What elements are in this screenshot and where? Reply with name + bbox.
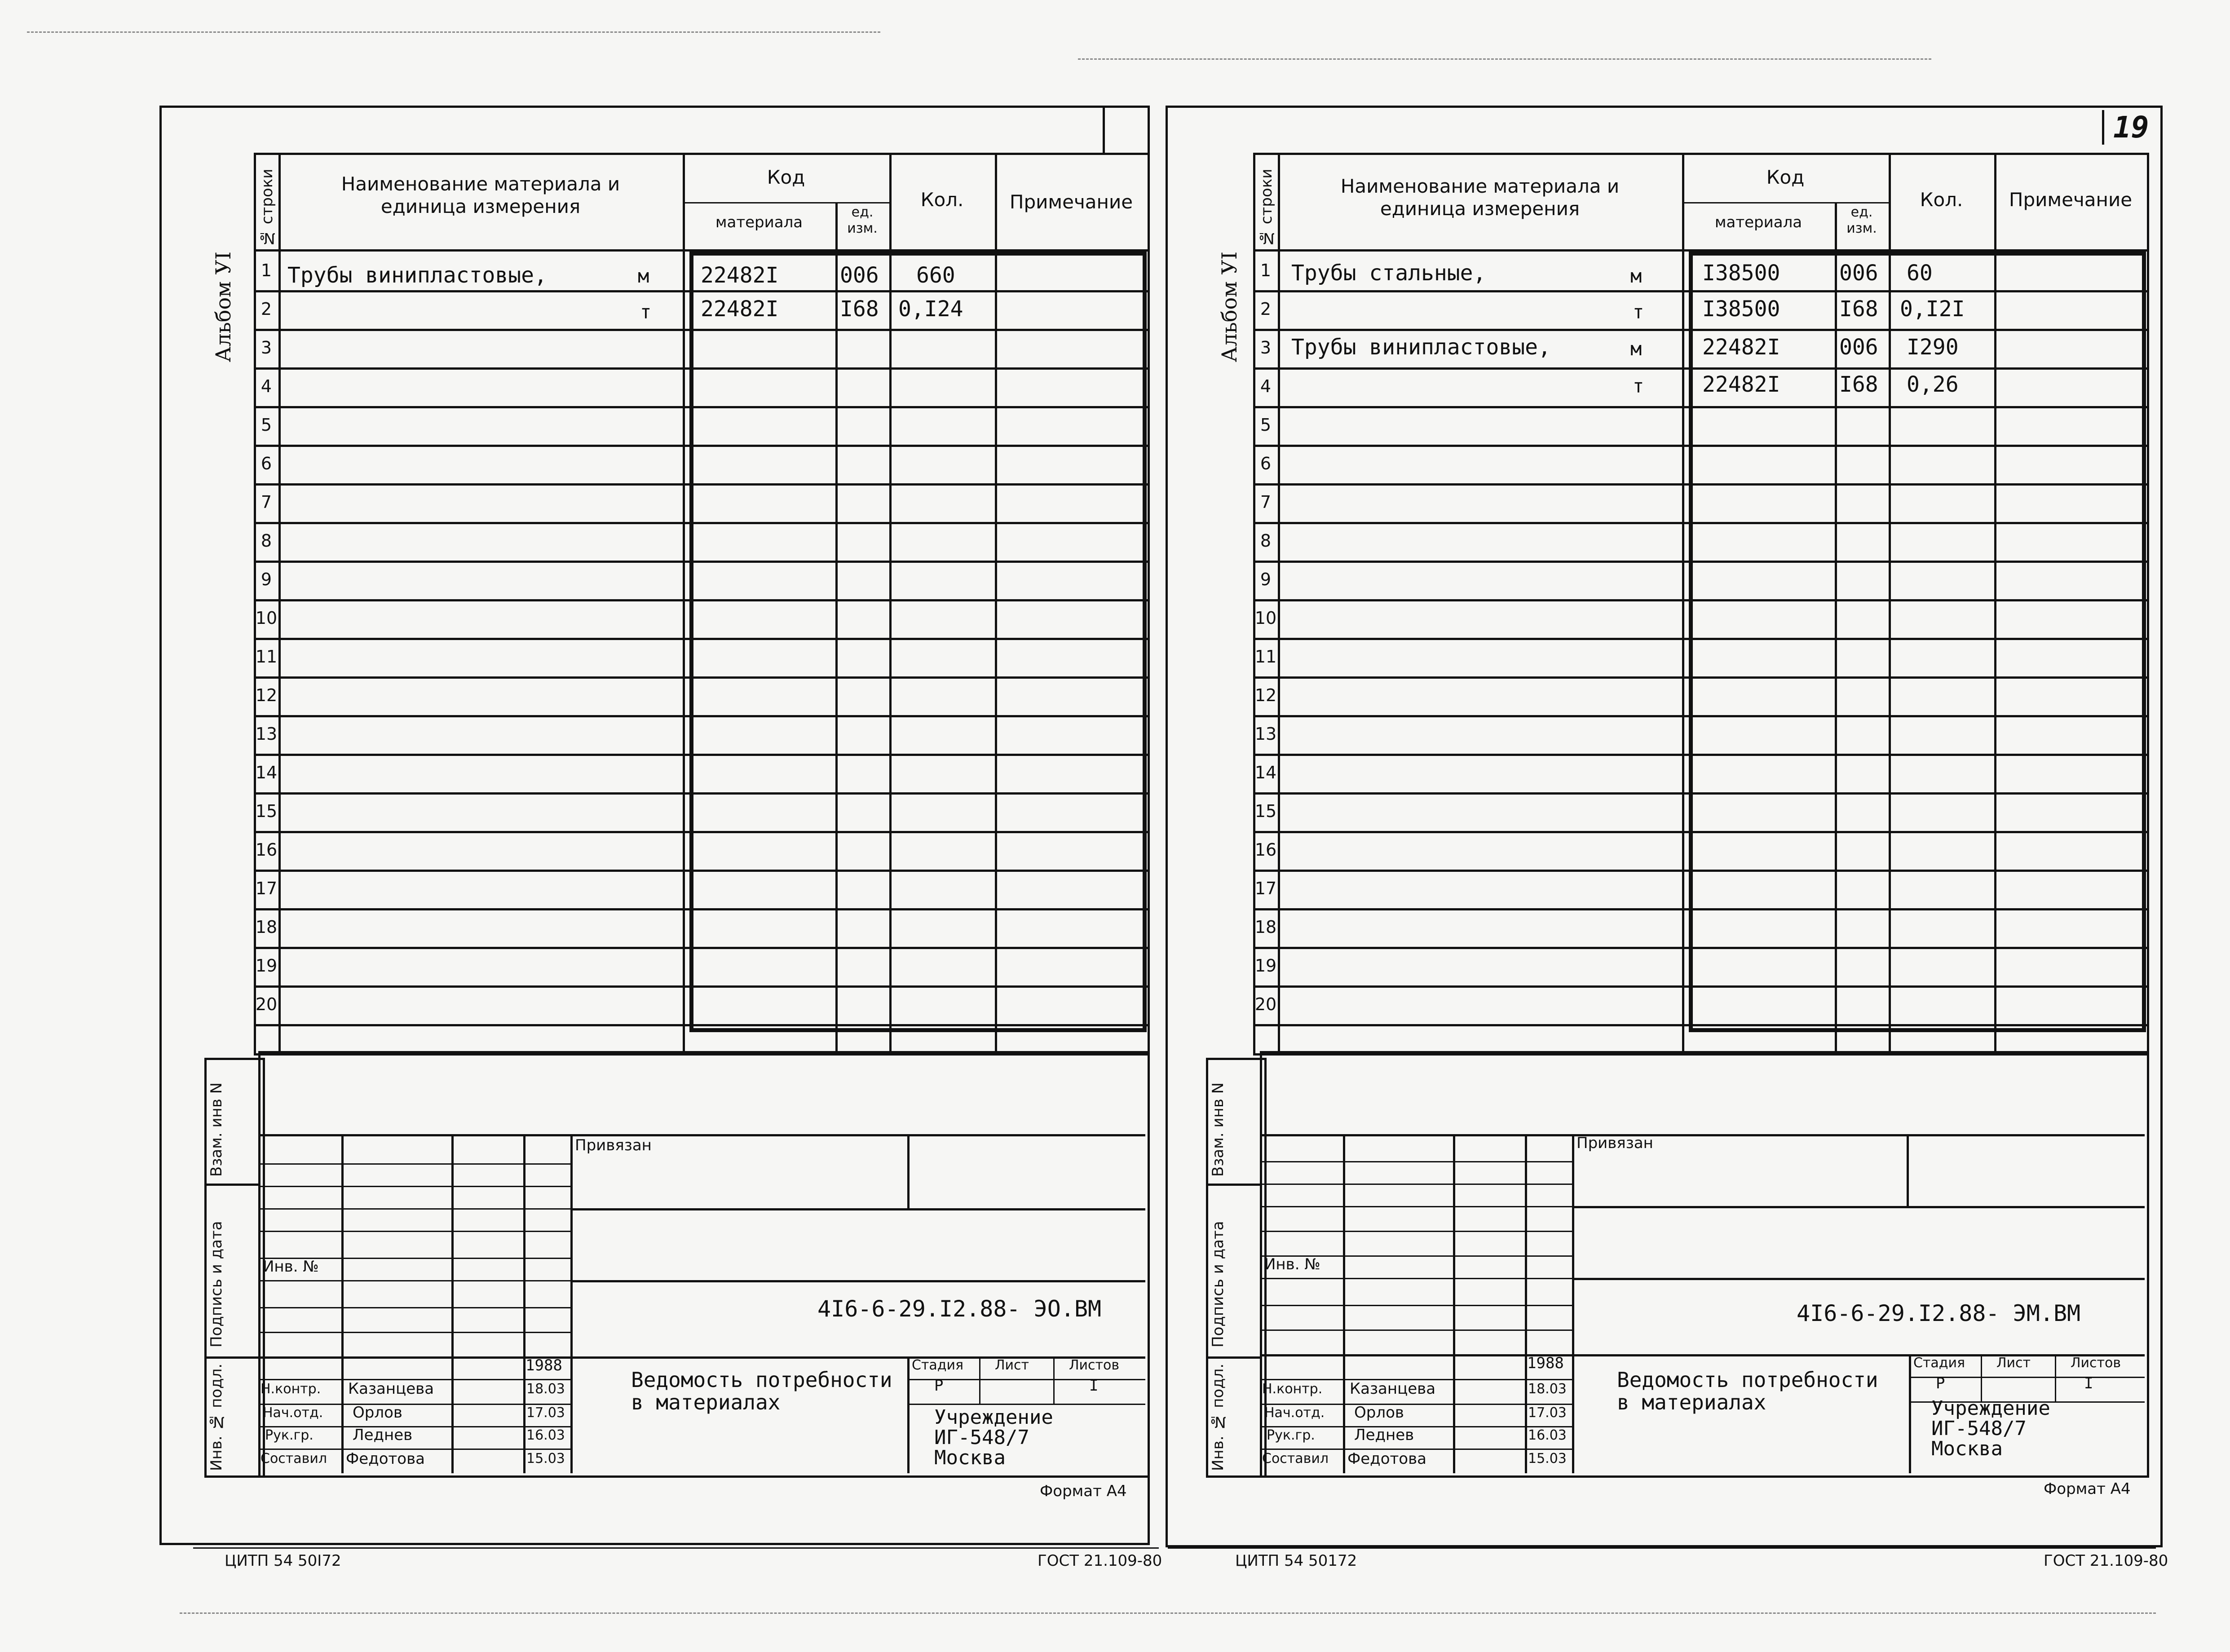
format-label: Формат А4 [1040, 1482, 1127, 1500]
format-label: Формат А4 [2044, 1480, 2131, 1498]
row-number: 11 [255, 647, 278, 667]
sheet-label: Лист [1996, 1355, 2031, 1371]
footer-left: ЦИТП 54 50172 [1235, 1552, 1357, 1570]
row-number: 14 [255, 763, 278, 782]
row-number: 20 [255, 994, 278, 1014]
stamp-name-2: Орлов [353, 1404, 402, 1422]
row-number: 10 [255, 608, 278, 628]
stamp-date-2: 17.03 [526, 1405, 565, 1421]
side-rule [1206, 1184, 1262, 1186]
stamp-col [1525, 1134, 1527, 1473]
row-rule [1253, 676, 2147, 679]
row1-unit-code: 006 [840, 263, 879, 288]
col-divider [683, 153, 685, 1051]
stamp-name-1: Казанцева [1350, 1380, 1436, 1398]
row3-code: 22482I [1702, 335, 1780, 360]
stamp-col [570, 1134, 573, 1473]
album-label: Альбом УI [1217, 252, 1241, 362]
row1-qty: 60 [1907, 261, 1933, 286]
row-number: 6 [1260, 454, 1272, 473]
row-number: 4 [1260, 376, 1272, 396]
col-divider [1278, 153, 1280, 1051]
row-rule [254, 561, 1148, 563]
stamp-col [523, 1134, 525, 1473]
row-rule [1253, 1024, 2147, 1026]
row-number: 3 [261, 338, 272, 358]
row-rule [254, 483, 1148, 486]
stamp-rule [258, 1134, 1145, 1136]
col-note-header: Примечание [2009, 189, 2133, 211]
col-rownum-header: № строки [1258, 168, 1276, 247]
side-podpis-label: Подпись и дата [1209, 1221, 1227, 1347]
stage-value: Р [934, 1377, 944, 1395]
stamp-col [907, 1356, 910, 1473]
row-rule [1253, 483, 2147, 486]
row-number: 5 [261, 415, 272, 435]
stamp-col [2055, 1354, 2056, 1401]
row-number: 19 [255, 956, 278, 976]
row-rule [254, 290, 1148, 292]
side-inv-podl-label: Инв. № подл. [1209, 1363, 1227, 1471]
org-line1: Учреждение [1931, 1397, 2050, 1420]
row2-qty: 0,I2I [1900, 296, 1965, 322]
row-rule [254, 367, 1148, 370]
stamp-name-3: Леднев [1354, 1426, 1414, 1444]
stamp-date-4: 15.03 [1528, 1451, 1567, 1466]
stamp-date-2: 17.03 [1528, 1405, 1567, 1421]
row-rule [254, 908, 1148, 910]
stamp-col [1907, 1134, 1909, 1206]
row-rule [1253, 599, 2147, 601]
stamp-name-2: Орлов [1354, 1404, 1404, 1422]
row-number: 1 [261, 261, 272, 280]
row-number: 7 [261, 492, 272, 512]
row-rule [254, 676, 1148, 679]
stamp-year: 1988 [1527, 1354, 1564, 1372]
stamp-rule [570, 1280, 1145, 1282]
row-number: 18 [1254, 917, 1277, 937]
doc-code: 4I6-6-29.I2.88- ЭМ.ВМ [1797, 1300, 2081, 1326]
row-rule [1253, 715, 2147, 717]
footer-left: ЦИТП 54 50I72 [225, 1552, 341, 1570]
side-rule [1206, 1356, 1262, 1359]
row-number: 13 [1254, 724, 1277, 744]
row3-unit: м [1630, 338, 1642, 360]
row-rule [1253, 406, 2147, 408]
row4-qty: 0,26 [1907, 372, 1959, 397]
row-number: 19 [1254, 956, 1277, 976]
stamp-title-line2: в материалах [1617, 1390, 1766, 1414]
sheets-value: I [1089, 1377, 1099, 1395]
row-number: 9 [261, 570, 272, 589]
col-rownum-header: № строки [258, 168, 276, 247]
row-number: 11 [1254, 647, 1277, 667]
col-code-unit-header: ед. изм. [847, 204, 878, 236]
stamp-role-1: Н.контр. [261, 1381, 321, 1397]
row2-qty: 0,I24 [898, 296, 963, 322]
stamp-name-4: Федотова [346, 1450, 425, 1468]
org-line3: Москва [934, 1446, 1006, 1469]
row-number: 7 [1260, 492, 1272, 512]
footer-right: ГОСТ 21.109-80 [2044, 1552, 2168, 1570]
stamp-name-1: Казанцева [348, 1380, 434, 1398]
row-number: 2 [1260, 299, 1272, 319]
privyazan-label: Привязан [575, 1136, 652, 1154]
sheet-label: Лист [995, 1357, 1029, 1373]
stage-label: Стадия [1913, 1355, 1965, 1371]
col-name-header: Наименование материала и единица измерения [1340, 175, 1620, 220]
row3-qty: I290 [1907, 335, 1959, 360]
page-mark: 19 [2102, 110, 2149, 145]
stamp-date-4: 15.03 [526, 1451, 565, 1466]
row-rule [254, 947, 1148, 949]
org-line3: Москва [1931, 1437, 2003, 1460]
stamp-col [341, 1134, 344, 1473]
row1-unit-code: 006 [1839, 261, 1878, 286]
stage-value: Р [1936, 1374, 1945, 1392]
stamp-role-4: Составил [1262, 1451, 1329, 1466]
side-vzam-label: Взам. инв N [1209, 1082, 1227, 1177]
col-name-header: Наименование материала и единица измерения [341, 173, 620, 217]
row-number: 17 [1254, 879, 1277, 898]
row2-unit-code: I68 [840, 296, 879, 322]
row1-code: 22482I [701, 263, 779, 288]
side-rule [204, 1184, 261, 1186]
col-code-header: Код [767, 166, 805, 188]
row-rule [1253, 908, 2147, 910]
row-number: 12 [255, 685, 278, 705]
row4-code: 22482I [1702, 372, 1780, 397]
row-rule [254, 792, 1148, 795]
row-number: 13 [255, 724, 278, 744]
code-subheader-rule [683, 202, 889, 203]
inv-no-label: Инв. № [1264, 1255, 1320, 1273]
row-rule [254, 985, 1148, 988]
row-number: 20 [1254, 994, 1277, 1014]
stamp-rule [1260, 1134, 2145, 1136]
row1-name: Трубы винипластовые, [287, 263, 547, 288]
org-line2: ИГ-548/7 [1931, 1417, 2027, 1440]
row-rule [1253, 870, 2147, 872]
sheets-label: Листов [2071, 1355, 2121, 1371]
stamp-name-4: Федотова [1347, 1450, 1426, 1468]
stamp-title-line1: Ведомость потребности [631, 1368, 892, 1392]
col-qty-header: Кол. [1920, 189, 1963, 211]
row-rule [1253, 367, 2147, 370]
row-rule [254, 329, 1148, 331]
col-divider [1682, 153, 1684, 1051]
stamp-col [907, 1134, 910, 1208]
stamp-col [1981, 1354, 1982, 1401]
stamp-title-line1: Ведомость потребности [1617, 1368, 1878, 1392]
code-subheader-rule [1682, 202, 1889, 203]
stamp-col [1909, 1354, 1911, 1473]
sheets-label: Листов [1069, 1357, 1120, 1373]
row-rule [1253, 522, 2147, 524]
row-rule [254, 445, 1148, 447]
row-rule [1253, 329, 2147, 331]
row-rule [1253, 445, 2147, 447]
stamp-col [1343, 1134, 1345, 1473]
stamp-col [1053, 1356, 1055, 1404]
row-rule [254, 715, 1148, 717]
stamp-rule [1572, 1206, 2145, 1208]
col-code-unit-header: ед. изм. [1846, 204, 1877, 236]
row-number: 9 [1260, 570, 1272, 589]
row1-unit: м [638, 265, 649, 287]
row-rule [1253, 985, 2147, 988]
stamp-col [451, 1134, 454, 1473]
row2-unit: т [640, 301, 652, 323]
row-number: 14 [1254, 763, 1277, 782]
row3-unit-code: 006 [1839, 335, 1878, 360]
row-rule [1253, 754, 2147, 756]
row2-code: 22482I [701, 296, 779, 322]
row-rule [254, 406, 1148, 408]
col-code-material-header: материала [715, 213, 803, 231]
row2-unit: т [1633, 301, 1644, 323]
row-rule [254, 599, 1148, 601]
stamp-col [1453, 1134, 1455, 1473]
row-rule [1253, 561, 2147, 563]
row2-unit-code: I68 [1839, 296, 1878, 322]
footer-rule [1168, 1547, 2156, 1549]
row1-code: I38500 [1702, 261, 1780, 286]
row-number: 12 [1254, 685, 1277, 705]
col-code-material-header: материала [1714, 213, 1802, 231]
inv-no-label: Инв. № [263, 1258, 319, 1276]
stamp-rule [907, 1404, 1145, 1405]
stamp-rule [570, 1208, 1145, 1210]
row-number: 18 [255, 917, 278, 937]
stamp-year: 1988 [525, 1356, 562, 1374]
stamp-rule [1572, 1278, 2145, 1280]
row-number: 2 [261, 299, 272, 319]
row-number: 6 [261, 454, 272, 473]
col-code-header: Код [1766, 166, 1805, 188]
row2-code: I38500 [1702, 296, 1780, 322]
stage-label: Стадия [912, 1357, 964, 1373]
row-rule [254, 1024, 1148, 1026]
footer-rule [193, 1547, 1159, 1549]
stamp-date-1: 18.03 [526, 1381, 565, 1397]
stamp-role-2: Нач.отд. [263, 1405, 323, 1421]
row-number: 15 [1254, 801, 1277, 821]
stamp-role-4: Составил [261, 1451, 327, 1466]
side-rule [204, 1356, 261, 1359]
col-qty-header: Кол. [920, 189, 964, 211]
col-divider [278, 153, 281, 1051]
footer-right: ГОСТ 21.109-80 [1038, 1552, 1162, 1570]
row-number: 4 [261, 376, 272, 396]
row1-name: Трубы стальные, [1291, 261, 1486, 286]
row-rule [254, 831, 1148, 833]
row-number: 1 [1260, 261, 1272, 280]
org-line1: Учреждение [934, 1406, 1053, 1429]
side-inv-podl-label: Инв. № подл. [208, 1363, 225, 1471]
row-rule [1253, 831, 2147, 833]
row1-qty: 660 [916, 263, 955, 288]
row4-unit: т [1633, 375, 1644, 397]
stamp-col [1572, 1134, 1574, 1473]
row-rule [254, 522, 1148, 524]
row-number: 3 [1260, 338, 1272, 358]
row-number: 10 [1254, 608, 1277, 628]
stamp-date-1: 18.03 [1528, 1381, 1567, 1397]
row-number: 5 [1260, 415, 1272, 435]
sheets-value: I [2084, 1374, 2093, 1392]
row-rule [1253, 792, 2147, 795]
row-rule [254, 754, 1148, 756]
row-number: 8 [1260, 531, 1272, 551]
row4-unit-code: I68 [1839, 372, 1878, 397]
stamp-title-line2: в материалах [631, 1390, 781, 1414]
stamp-col [979, 1356, 980, 1404]
col-note-header: Примечание [1009, 191, 1133, 213]
row1-unit: м [1630, 265, 1642, 287]
stamp-name-3: Леднев [353, 1426, 413, 1444]
row3-name: Трубы винипластовые, [1291, 335, 1551, 360]
row-number: 17 [255, 879, 278, 898]
stamp-role-3: Рук.гр. [1267, 1427, 1315, 1443]
row-rule [1253, 290, 2147, 292]
row-rule [1253, 947, 2147, 949]
row-number: 16 [255, 840, 278, 860]
side-vzam-label: Взам. инв N [208, 1082, 225, 1177]
doc-code: 4I6-6-29.I2.88- ЭО.ВМ [817, 1296, 1102, 1322]
side-podpis-label: Подпись и дата [208, 1221, 225, 1347]
stamp-role-3: Рук.гр. [265, 1427, 314, 1443]
row-number: 15 [255, 801, 278, 821]
stamp-role-1: Н.контр. [1262, 1381, 1323, 1397]
stamp-role-2: Нач.отд. [1264, 1405, 1325, 1421]
privyazan-label: Привязан [1576, 1134, 1653, 1152]
stamp-date-3: 16.03 [1528, 1427, 1567, 1443]
row-rule [254, 638, 1148, 640]
top-binding-mark [1103, 106, 1105, 153]
org-line2: ИГ-548/7 [934, 1426, 1029, 1449]
stamp-date-3: 16.03 [526, 1427, 565, 1443]
row-number: 8 [261, 531, 272, 551]
row-rule [1253, 638, 2147, 640]
row-number: 16 [1254, 840, 1277, 860]
right-sheet [1163, 0, 2230, 1652]
row-rule [254, 870, 1148, 872]
album-label: Альбом УI [211, 252, 235, 362]
